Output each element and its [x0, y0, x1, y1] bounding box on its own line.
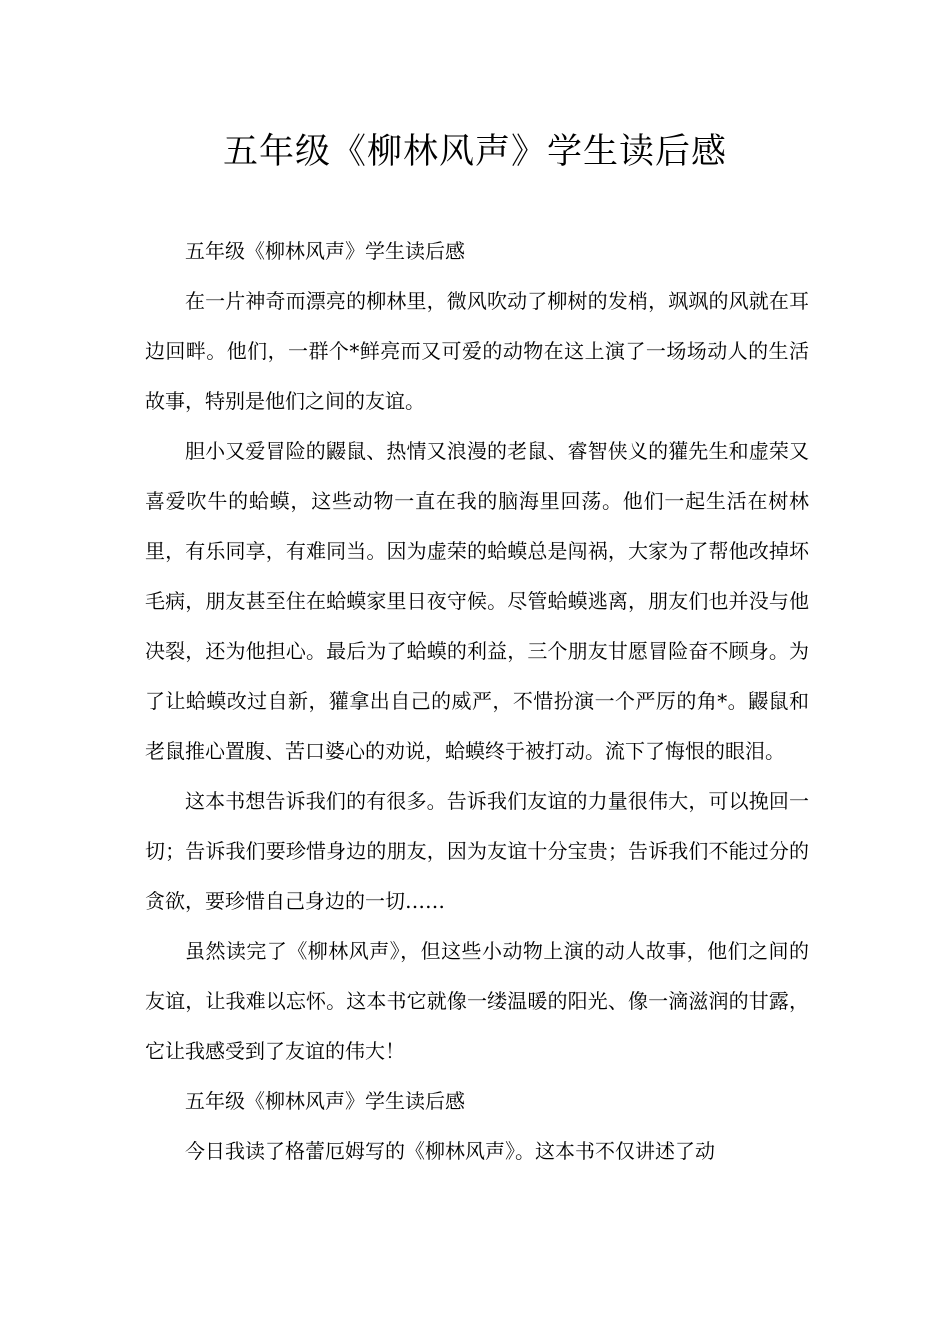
paragraph: 在一片神奇而漂亮的柳林里，微风吹动了柳树的发梢，飒飒的风就在耳边回畔。他们，一群个*鲜亮而又可爱的动物在这上演了一场场动人的生活故事，特别是他们之间的友谊。 — [145, 289, 809, 413]
paragraph: 这本书想告诉我们的有很多。告诉我们友谊的力量很伟大，可以挽回一切；告诉我们要珍惜身边的朋友，因为友谊十分宝贵；告诉我们不能过分的贪欲，要珍惜自己身边的一切…… — [145, 789, 809, 913]
paragraph: 虽然读完了《柳林风声》，但这些小动物上演的动人故事，他们之间的友谊，让我难以忘怀。这本书它就像一缕温暖的阳光、像一滴滋润的甘露，它让我感受到了友谊的伟大！ — [145, 939, 809, 1063]
section-heading: 五年级《柳林风声》学生读后感 — [185, 1089, 465, 1113]
paragraph: 今日我读了格蕾厄姆写的《柳林风声》。这本书不仅讲述了动 — [185, 1139, 715, 1163]
document-title: 五年级《柳林风声》学生读后感 — [222, 132, 727, 172]
section-heading: 五年级《柳林风声》学生读后感 — [185, 239, 465, 263]
document-body — [145, 226, 809, 1176]
paragraph: 胆小又爱冒险的鼹鼠、热情又浪漫的老鼠、睿智侠义的獾先生和虚荣又喜爱吹牛的蛤蟆，这些动物一直在我的脑海里回荡。他们一起生活在树林里，有乐同享，有难同当。因为虚荣的蛤蟆总是闯祸，大家为了帮他改掉坏毛病，朋友甚至住在蛤蟆家里日夜守候。尽管蛤蟆逃离，朋友们也并没与他决裂，还为他担心。最后为了蛤蟆的利益，三个朋友甘愿冒险奋不顾身。为了让蛤蟆改过自新，獾拿出自己的威严，不惜扮演一个严厉的角*。鼹鼠和老鼠推心置腹、苦口婆心的劝说，蛤蟆终于被打动。流下了悔恨的眼泪。 — [145, 439, 809, 763]
